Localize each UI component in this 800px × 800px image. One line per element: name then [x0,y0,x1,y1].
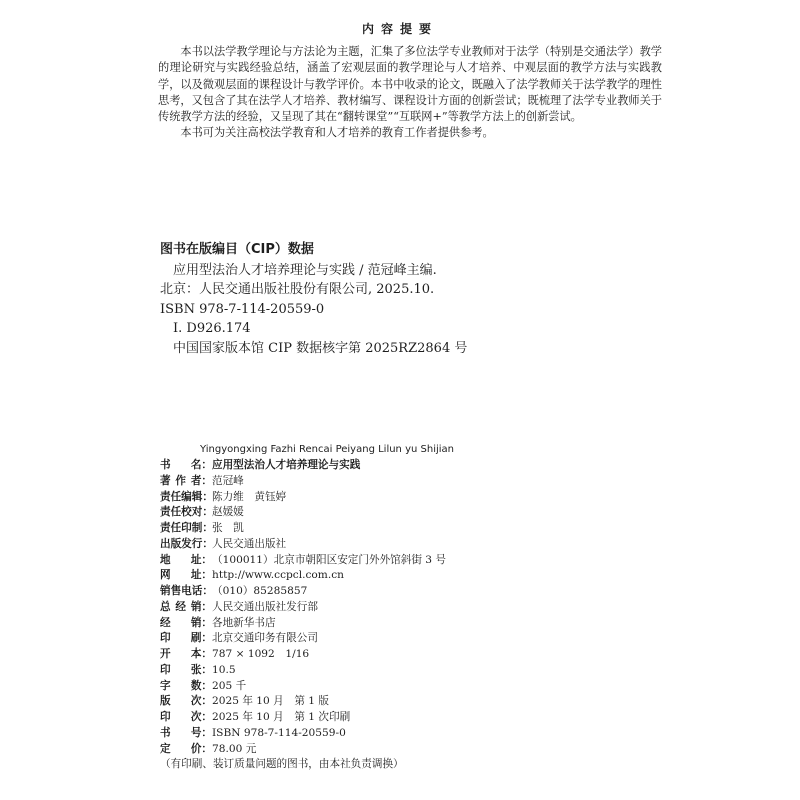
imprint-value: 2025 年 10 月 第 1 版 [212,695,329,708]
imprint-label-part: 张： [190,663,212,676]
imprint-label-part: 刷： [190,632,212,645]
cip-line-classification: Ⅰ. D926.174 [173,321,251,336]
imprint-row [160,458,454,474]
imprint-label [160,679,212,695]
summary-section [158,44,662,142]
imprint-label [160,490,212,506]
imprint-label [160,616,212,632]
imprint-label [160,710,212,726]
cip-line-book: 应用型法治人才培养理论与实践 / 范冠峰主编. [173,262,437,278]
cip-line-isbn: ISBN 978-7-114-20559-0 [160,301,325,317]
imprint-label-part: 责任印制： [160,522,213,534]
imprint-label [160,600,212,616]
imprint-label [160,458,212,474]
imprint-label-part: 者： [190,474,212,487]
imprint-value: 2025 年 10 月 第 1 次印刷 [212,711,351,723]
imprint-row [160,600,454,616]
imprint-value: （100011）北京市朝阳区安定门外外馆斜街 3 号 [212,553,447,566]
imprint-label [160,521,212,537]
imprint-row [160,584,454,600]
imprint-row [160,663,454,679]
imprint-value: 人民交通出版社 [212,537,287,550]
imprint-row [160,679,454,695]
imprint-value: 205 千 [212,679,247,692]
imprint-value: 787 × 1092 1/16 [212,648,310,660]
imprint-label-part: 总 [160,600,171,613]
imprint-label-part: 次： [190,695,212,708]
imprint-row [160,537,454,553]
imprint-label-part: 印 [160,711,171,723]
imprint-row [160,694,454,710]
imprint-label-part: 责任校对： [160,506,213,519]
imprint-label-part: 销： [190,600,212,613]
imprint-row [160,553,454,569]
imprint-label-part: 网 [160,569,171,582]
imprint-label-part: 书 [160,459,171,471]
imprint-label-part: 址： [190,569,212,582]
imprint-row [160,631,454,647]
imprint-row [160,742,454,758]
imprint-value: 赵媛媛 [212,506,244,519]
imprint-label-part: 价： [190,742,212,755]
imprint-value: ISBN 978-7-114-20559-0 [212,726,346,739]
imprint-label [160,505,212,521]
imprint-label-part: 号： [190,726,212,739]
imprint-value: （010）85285857 [212,585,308,597]
imprint-label-part: 次： [190,711,212,723]
imprint-rows [160,458,454,757]
imprint-label [160,584,212,600]
imprint-label-part: 名： [190,459,212,471]
imprint-value: 10.5 [212,663,236,676]
imprint-row [160,474,454,490]
imprint-value: 应用型法治人才培养理论与实践 [212,459,361,471]
imprint-block [160,442,454,773]
imprint-label-part: 出版发行： [160,537,213,550]
quality-footnote: （有印刷、装订质量问题的图书，由本社负责调换） [160,758,404,771]
imprint-row [160,647,454,663]
imprint-label-part: 印 [160,632,171,645]
imprint-value: 范冠峰 [212,474,244,487]
imprint-value: 陈力维 黄钰婷 [212,490,287,503]
imprint-value: 张 凯 [212,522,244,534]
imprint-label [160,742,212,758]
imprint-row [160,490,454,506]
imprint-label-part: 经 [175,600,186,613]
imprint-row [160,505,454,521]
imprint-label-part: 责任编辑： [160,490,213,503]
imprint-value: 78.00 元 [212,742,257,755]
imprint-row [160,710,454,726]
imprint-label-part: 作 [175,474,186,487]
imprint-label-part: 开 [160,648,171,660]
imprint-label-part: 销： [190,616,212,629]
imprint-value: http://www.ccpcl.com.cn [212,569,344,582]
imprint-label-part: 本： [190,648,212,660]
imprint-label [160,631,212,647]
imprint-label-part: 定 [160,742,171,755]
imprint-label-part: 数： [190,679,212,692]
imprint-row [160,616,454,632]
imprint-value: 人民交通出版社发行部 [212,600,318,613]
imprint-row [160,726,454,742]
imprint-label [160,474,212,490]
imprint-label-part: 著 [160,474,171,487]
imprint-label [160,568,212,584]
pinyin-title: Yingyongxing Fazhi Rencai Peiyang Lilun yu Shijian [200,444,454,455]
cip-title: 图书在版编目（CIP）数据 [160,242,314,257]
summary-paragraph: 本书可为关注高校法学教育和人才培养的教育工作者提供参考。 [180,126,494,140]
imprint-row [160,521,454,537]
imprint-label-part: 书 [160,726,171,739]
summary-paragraph: 本书以法学教学理论与方法论为主题，汇集了多位法学专业教师对于法学（特别是交通法学）教学的理论研究与实践经验总结，涵盖了宏观层面的教学理论与人才培养、中观层面的教学方法与实践教学，以及微观层面的课程设计与教学评价。本书中收录的论文，既融入了法学教师关于法学教学的理性思考，又包含了其在法学人才培养、教材编写、课程设计方面的创新尝试；既梳理了法学专业教师关于传统教学方法的经验，又呈现了其在“翻转课堂”“互联网+”等教学方法上的创新尝试。 [158,45,662,124]
imprint-value: 各地新华书店 [212,616,276,629]
summary-title: 内容提要 [361,22,438,36]
imprint-label-part: 销售电话： [160,585,213,597]
imprint-label-part: 字 [160,679,171,692]
imprint-label [160,537,212,553]
cip-line-publisher: 北京：人民交通出版社股份有限公司, 2025.10. [160,282,435,297]
imprint-label-part: 版 [160,695,171,708]
imprint-label-part: 址： [190,553,212,566]
imprint-label [160,663,212,679]
imprint-label [160,694,212,710]
imprint-label-part: 经 [160,616,171,629]
cip-line-record-number: 中国国家版本馆 CIP 数据核字第 2025RZ2864 号 [173,340,468,356]
imprint-label-part: 印 [160,663,171,676]
cip-block [160,240,467,358]
imprint-label [160,726,212,742]
imprint-label [160,553,212,569]
imprint-label [160,647,212,663]
imprint-row [160,568,454,584]
imprint-value: 北京交通印务有限公司 [212,632,318,645]
imprint-label-part: 地 [160,553,171,566]
